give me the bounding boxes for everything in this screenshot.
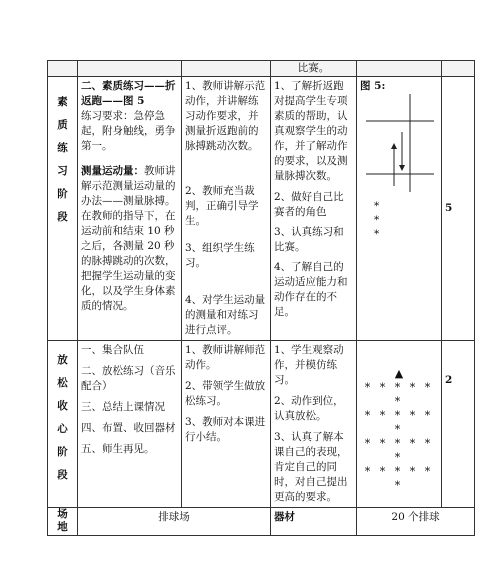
phase-char: 心 <box>57 423 68 435</box>
teacher-step: 4、对学生运动量的测量和对练习进行点评。 <box>185 294 266 336</box>
phase-char: 质 <box>57 119 68 131</box>
quality-requirement: 练习要求：急停急起，附身触线，勇争第一。 <box>81 110 176 152</box>
student-step: 3、认真了解本课自己的表现，肯定自己的同时，对自己提出更高的要求。 <box>274 431 348 503</box>
measurement-paragraph <box>81 164 178 209</box>
teacher-step: 2、带领学生做放松练习。 <box>185 380 266 407</box>
phase-char: 素 <box>57 96 68 108</box>
teacher-step: 1、教师讲解师范动作。 <box>185 344 266 371</box>
quality-phase-label <box>48 77 78 341</box>
figure-title: 图 5: <box>360 80 386 92</box>
quality-time: 5 <box>442 77 475 341</box>
arrow-head-down-icon <box>399 165 405 171</box>
phase-char: 练 <box>57 142 68 154</box>
student-marker: * <box>374 200 380 212</box>
phase-char: 阶 <box>57 446 68 458</box>
quality-content-cell <box>78 77 182 341</box>
relax-student-cell <box>271 341 357 508</box>
shuttle-run-diagram <box>360 94 438 199</box>
equipment-value: 20 个排球 <box>357 508 475 536</box>
relax-phase-row <box>48 341 475 508</box>
measurement-subheading: 测量运动量： <box>81 165 144 177</box>
teacher-step: 3、教师对本课进行小结。 <box>185 416 266 443</box>
relax-time: 2 <box>442 341 475 508</box>
formation-row: * * * * * * <box>364 465 434 492</box>
continuation-cell-empty <box>78 61 182 77</box>
relax-step: 二、放松练习（音乐配合） <box>81 365 176 392</box>
formation-row: * * * * * * <box>364 437 434 464</box>
student-marker: * <box>374 228 380 240</box>
relax-formation-cell <box>357 341 442 508</box>
relax-step: 三、总结上课情况 <box>81 401 165 413</box>
continuation-cell-empty <box>357 61 442 77</box>
venue-label-char: 地 <box>57 521 68 533</box>
relax-step: 五、师生再见。 <box>81 443 155 455</box>
measurement-intro: 教师讲解示范测量运动量的办法——测量脉搏。 <box>81 165 176 207</box>
quality-teacher-cell <box>182 77 271 341</box>
phase-char: 习 <box>57 165 68 177</box>
venue-label-char: 场 <box>57 508 68 520</box>
student-markers <box>360 199 438 241</box>
continuation-activity-tail: 比赛。 <box>271 61 357 77</box>
student-step: 2、做好自己比赛者的角色 <box>274 191 344 218</box>
teacher-marker-icon: ▲ <box>394 367 404 380</box>
quality-figure-cell <box>357 77 442 341</box>
student-step: 2、动作到位，认真放松。 <box>274 395 344 422</box>
continuation-cell-empty <box>442 61 475 77</box>
quality-student-cell <box>271 77 357 341</box>
equipment-label: 器材 <box>271 508 357 536</box>
student-step: 1、学生观察动作，并模仿练习。 <box>274 344 344 386</box>
phase-char: 段 <box>57 469 68 481</box>
teacher-step: 1、教师讲解示范动作，并讲解练习动作要求，并测量折返跑前的脉搏跳动次数。 <box>185 80 266 152</box>
phase-char: 放 <box>57 354 68 366</box>
venue-label <box>48 508 78 536</box>
continuation-cell-empty <box>48 61 78 77</box>
measurement-detail: 在教师的指导下，在运动前和结束 10 秒之后，各测量 20 秒的脉搏跳动的次数，把握学生运动量的变化，以及学生身体素质的情况。 <box>81 210 176 312</box>
continuation-row <box>48 61 475 77</box>
student-step: 3、认真练习和比赛。 <box>274 226 344 253</box>
relax-step: 四、布置、收回器材 <box>81 422 176 434</box>
footer-row <box>48 508 475 536</box>
formation-row: * * * * * * <box>364 381 434 408</box>
lesson-plan-table <box>47 60 475 536</box>
teacher-step: 2、教师充当裁判，正确引导学生。 <box>185 185 259 227</box>
quality-heading: 二、素质练习——折返跑——图 5 <box>81 80 176 107</box>
student-step: 1、了解折返跑对提高学生专项素质的帮助，认真观察学生的动作，并了解动作的要求，以及测量脉搏次数。 <box>274 80 348 182</box>
relax-teacher-cell <box>182 341 271 508</box>
relax-content-cell <box>78 341 182 508</box>
formation-row: * * * * * * <box>364 409 434 436</box>
relax-phase-label <box>48 341 78 508</box>
phase-char: 松 <box>57 377 68 389</box>
arrow-head-up-icon <box>391 143 397 149</box>
venue-value: 排球场 <box>78 508 271 536</box>
teacher-step: 3、组织学生练习。 <box>185 242 255 269</box>
student-marker: * <box>374 214 380 226</box>
phase-char: 段 <box>57 211 68 223</box>
continuation-cell-empty <box>182 61 271 77</box>
relax-step: 一、集合队伍 <box>81 344 144 356</box>
student-step: 4、了解自己的运动适应能力和动作存在的不足。 <box>274 261 348 318</box>
phase-char: 阶 <box>57 188 68 200</box>
quality-phase-row <box>48 77 475 341</box>
phase-char: 收 <box>57 400 68 412</box>
